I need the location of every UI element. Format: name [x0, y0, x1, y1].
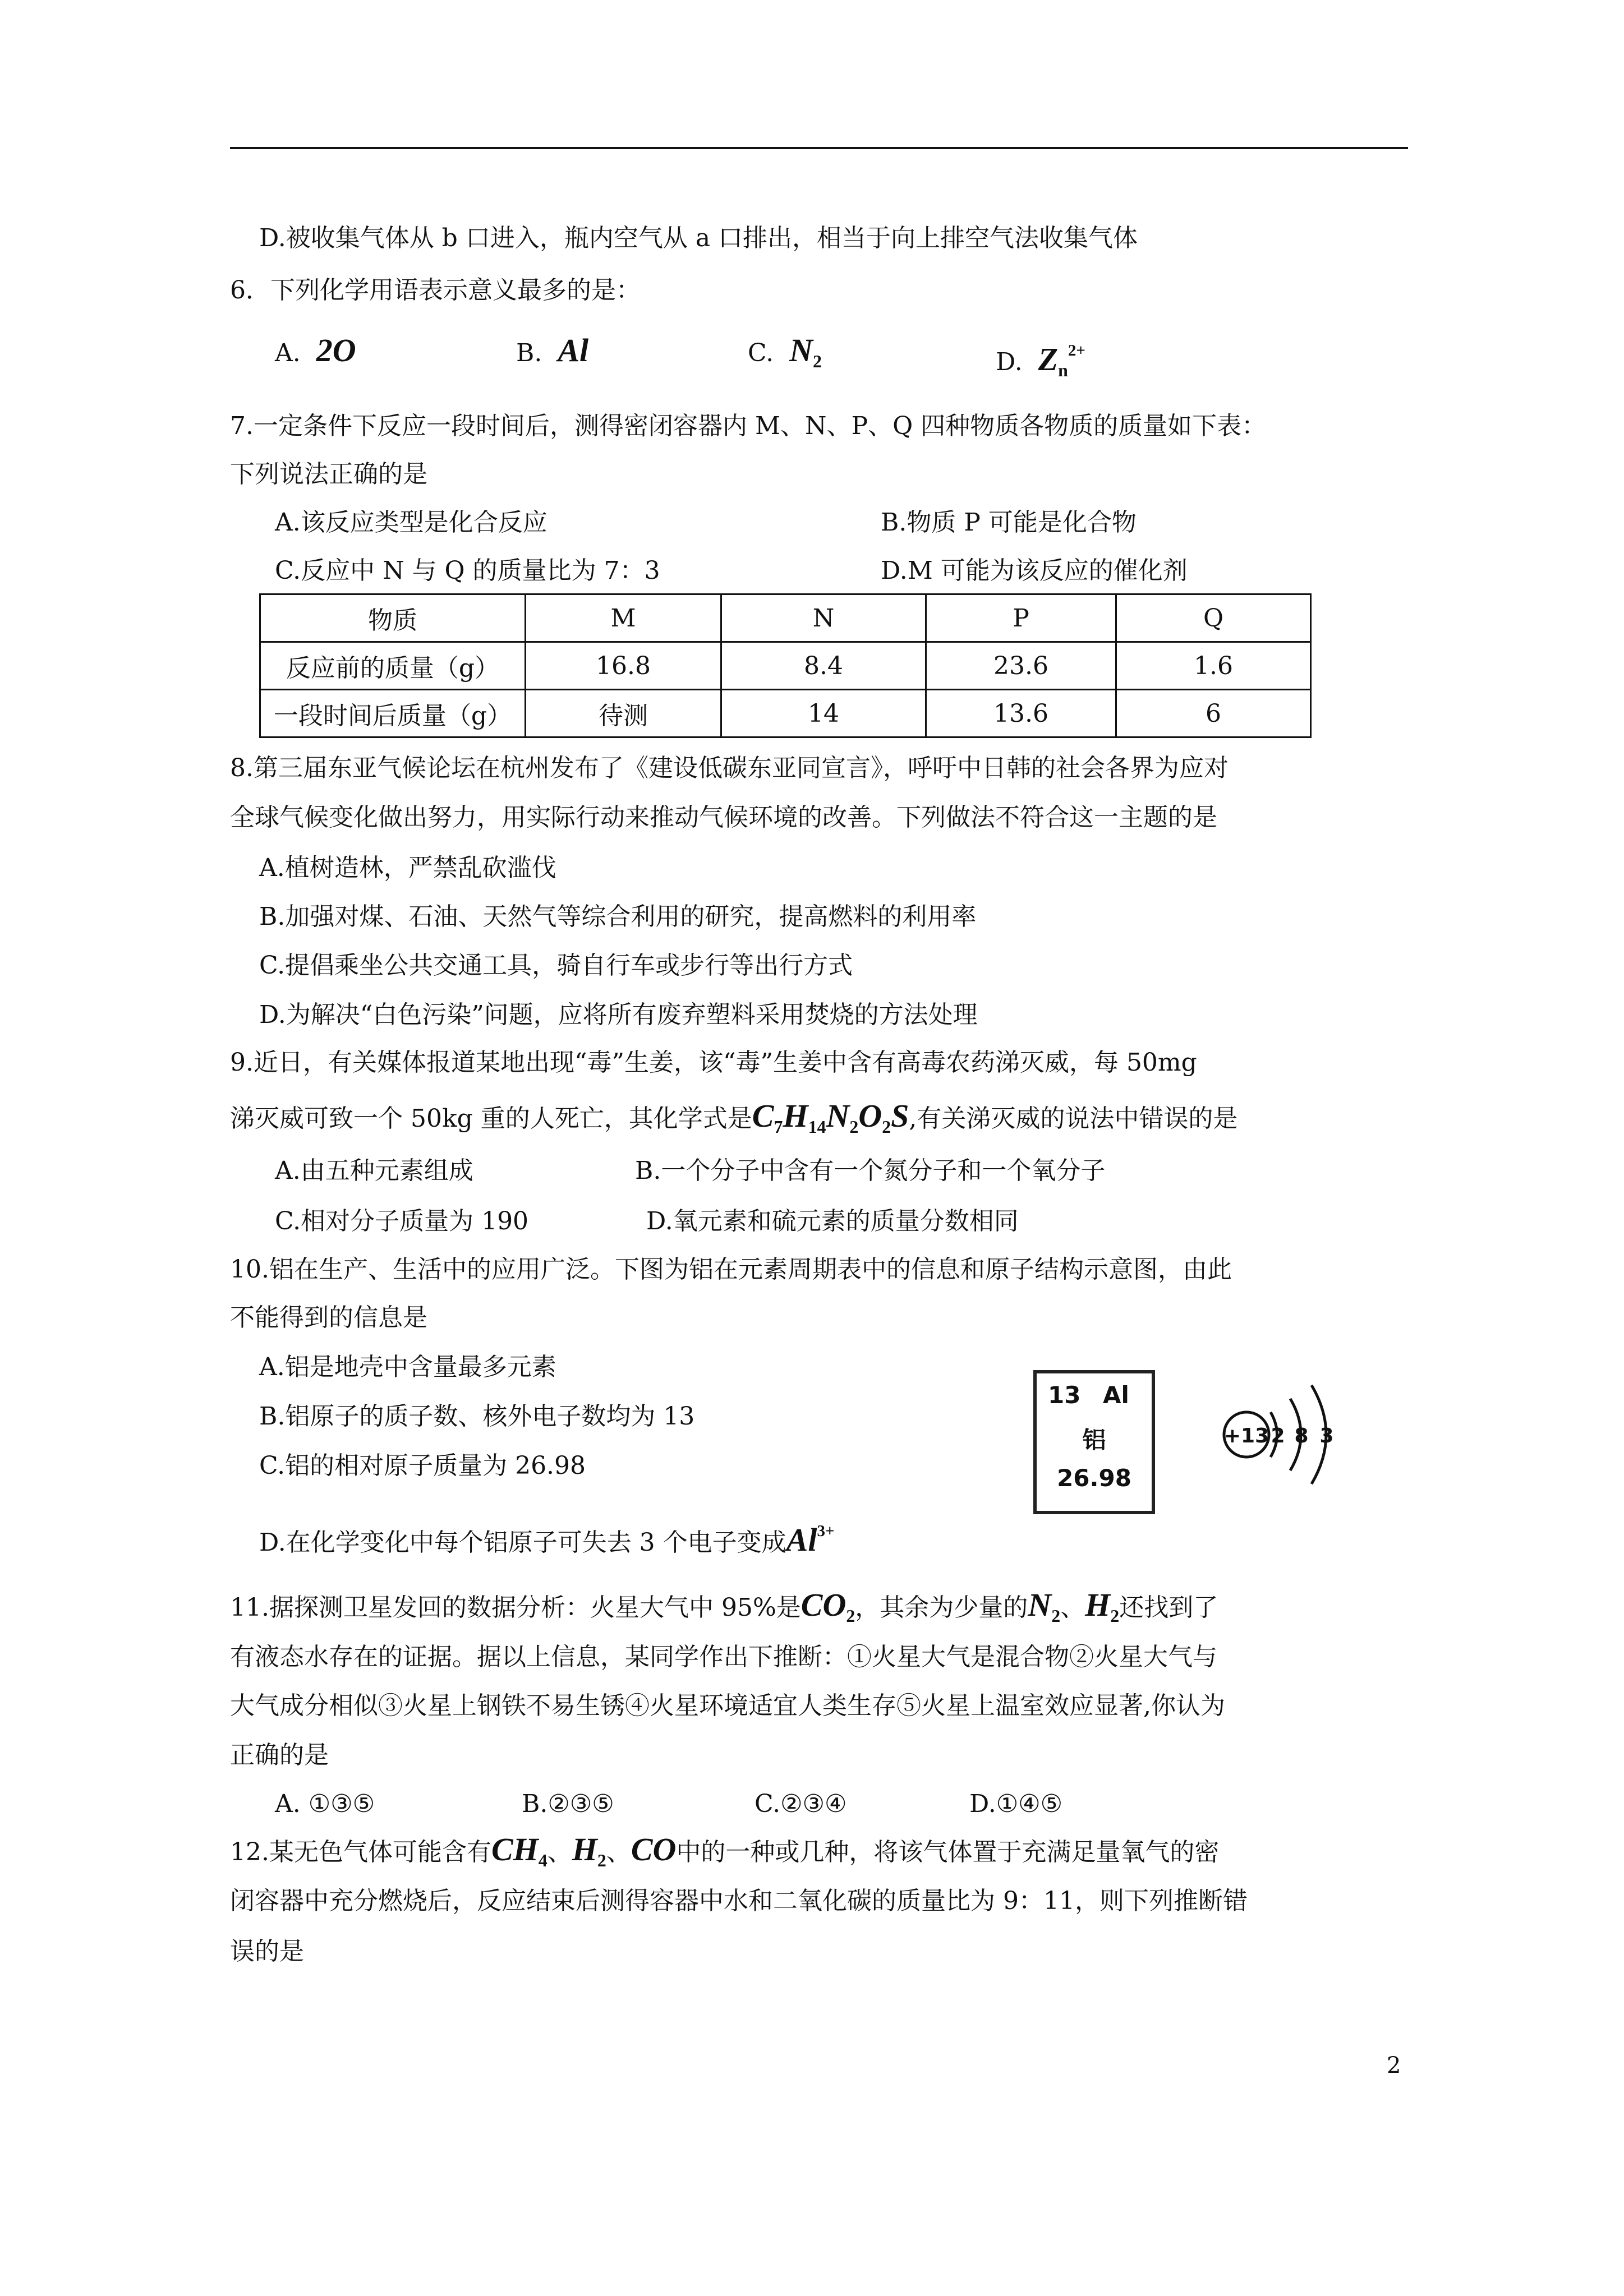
table-row [260, 594, 1311, 642]
q11-stem-line4: 正确的是 [230, 1741, 329, 1769]
q6-option-b: B. Al [516, 332, 589, 368]
table-cell: Q [1116, 594, 1311, 642]
q10-stem-line1: 10.铝在生产、生活中的应用广泛。下图为铝在元素周期表中的信息和原子结构示意图，由此 [230, 1255, 1232, 1284]
q6-option-d: D. $Z_n^{2+}$ [996, 341, 1085, 381]
table-cell: 6 [1116, 690, 1311, 737]
q7-stem-line2: 下列说法正确的是 [230, 460, 427, 488]
q6-option-a: A. 2O [275, 332, 356, 368]
q8-option-c: C.提倡乘坐公共交通工具，骑自行车或步行等出行方式 [259, 951, 853, 980]
q6-option-c: C. $N_2$ [748, 332, 822, 372]
q11-stem-line2: 有液态水存在的证据。据以上信息，某同学作出下推断：①火星大气是混合物②火星大气与 [230, 1643, 1217, 1671]
q7-option-c: C.反应中 N 与 Q 的质量比为 7：3 [275, 556, 660, 585]
q8-stem-line1: 8.第三届东亚气候论坛在杭州发布了《建设低碳东亚同宣言》，呼吁中日韩的社会各界为应对 [230, 754, 1229, 782]
q7-option-a: A.该反应类型是化合反应 [275, 508, 548, 537]
atomic-mass: 26.98 [1057, 1464, 1131, 1492]
q9-option-a: A.由五种元素组成 [275, 1156, 473, 1185]
table-cell: 23.6 [926, 642, 1116, 690]
q10-stem-line2: 不能得到的信息是 [230, 1303, 427, 1332]
q11-option-d: D.①④⑤ [969, 1790, 1063, 1818]
table-row [260, 690, 1311, 737]
table-cell: 反应前的质量（g） [260, 642, 526, 690]
table-cell: 待测 [526, 690, 721, 737]
q8-option-b: B.加强对煤、石油、天然气等综合利用的研究，提高燃料的利用率 [259, 902, 977, 931]
header-rule [230, 147, 1408, 149]
element-name: 铝 [1082, 1426, 1106, 1454]
q9-option-c: C.相对分子质量为 190 [275, 1207, 529, 1235]
table-cell: N [721, 594, 926, 642]
q9-option-b: B.一个分子中含有一个氮分子和一个氧分子 [635, 1156, 1106, 1185]
table-cell: 一段时间后质量（g） [260, 690, 526, 737]
q12-stem-line3: 误的是 [230, 1937, 304, 1966]
table-cell: 8.4 [721, 642, 926, 690]
table-cell: 14 [721, 690, 926, 737]
q8-option-a: A.植树造林，严禁乱砍滥伐 [259, 854, 556, 882]
table-cell: 16.8 [526, 642, 721, 690]
q9-option-d: D.氧元素和硫元素的质量分数相同 [646, 1207, 1019, 1235]
q12-stem-line1: 12.某无色气体可能含有$CH_4$、$H_2$、CO中的一种或几种，将该气体置于充满足量氧气的密 [230, 1831, 1220, 1871]
table-cell: 13.6 [926, 690, 1116, 737]
q8-stem-line2: 全球气候变化做出努力，用实际行动来推动气候环境的改善。下列做法不符合这一主题的是 [230, 803, 1217, 832]
q9-stem-line2: 涕灭威可致一个 50kg 重的人死亡，其化学式是$C_7H_{14}N_2O_2S$,有关涕灭威的说法中错误的是 [230, 1098, 1238, 1137]
shell-electron-count: 2 [1271, 1424, 1285, 1447]
q6-stem: 6．下列化学用语表示意义最多的是： [230, 276, 641, 305]
q7-option-b: B.物质 P 可能是化合物 [881, 508, 1137, 537]
atomic-structure-diagram [1217, 1363, 1363, 1509]
q11-stem-line1: 11.据探测卫星发回的数据分析：火星大气中 95%是$CO_2$，其余为少量的$N_2$、$H_2$还找到了 [230, 1587, 1218, 1626]
q11-option-a: A. ①③⑤ [275, 1790, 375, 1818]
table-cell: P [926, 594, 1116, 642]
element-cell-aluminum [1033, 1370, 1155, 1514]
q10-option-d: D.在化学变化中每个铝原子可失去 3 个电子变成$Al^{3+}$ [259, 1522, 835, 1559]
q10-option-c: C.铝的相对原子质量为 26.98 [259, 1451, 586, 1480]
atomic-number: 13 [1048, 1381, 1081, 1409]
table-cell: 物质 [260, 594, 526, 642]
table-row [260, 642, 1311, 690]
q11-stem-line3: 大气成分相似③火星上钢铁不易生锈④火星环境适宜人类生存⑤火星上温室效应显著,你认为 [230, 1691, 1225, 1720]
page-number: 2 [1387, 2053, 1401, 2078]
q10-option-a: A.铝是地壳中含量最多元素 [259, 1353, 556, 1381]
table-cell: 1.6 [1116, 642, 1311, 690]
q12-stem-line2: 闭容器中充分燃烧后，反应结束后测得容器中水和二氧化碳的质量比为 9：11，则下列推断错 [230, 1887, 1248, 1915]
q11-option-b: B.②③⑤ [522, 1790, 614, 1818]
q8-option-d: D.为解决“白色污染”问题，应将所有废弃塑料采用焚烧的方法处理 [259, 1001, 978, 1029]
q10-option-b: B.铝原子的质子数、核外电子数均为 13 [259, 1402, 695, 1431]
shell-electron-count: 3 [1319, 1424, 1334, 1447]
element-symbol: Al [1103, 1381, 1129, 1409]
nucleus-charge: +13 [1223, 1424, 1269, 1447]
q7-mass-table [259, 593, 1312, 738]
q11-option-c: C.②③④ [755, 1790, 847, 1818]
q7-option-d: D.M 可能为该反应的催化剂 [881, 556, 1188, 585]
q7-stem-line1: 7.一定条件下反应一段时间后，测得密闭容器内 M、N、P、Q 四种物质各物质的质量如下表： [230, 412, 1267, 440]
q5-option-d: D.被收集气体从 b 口进入，瓶内空气从 a 口排出，相当于向上排空气法收集气体 [259, 224, 1138, 252]
q9-stem-line1: 9.近日，有关媒体报道某地出现“毒”生姜，该“毒”生姜中含有高毒农药涕灭威，每 50mg [230, 1048, 1197, 1077]
shell-electron-count: 8 [1294, 1424, 1309, 1447]
table-cell: M [526, 594, 721, 642]
